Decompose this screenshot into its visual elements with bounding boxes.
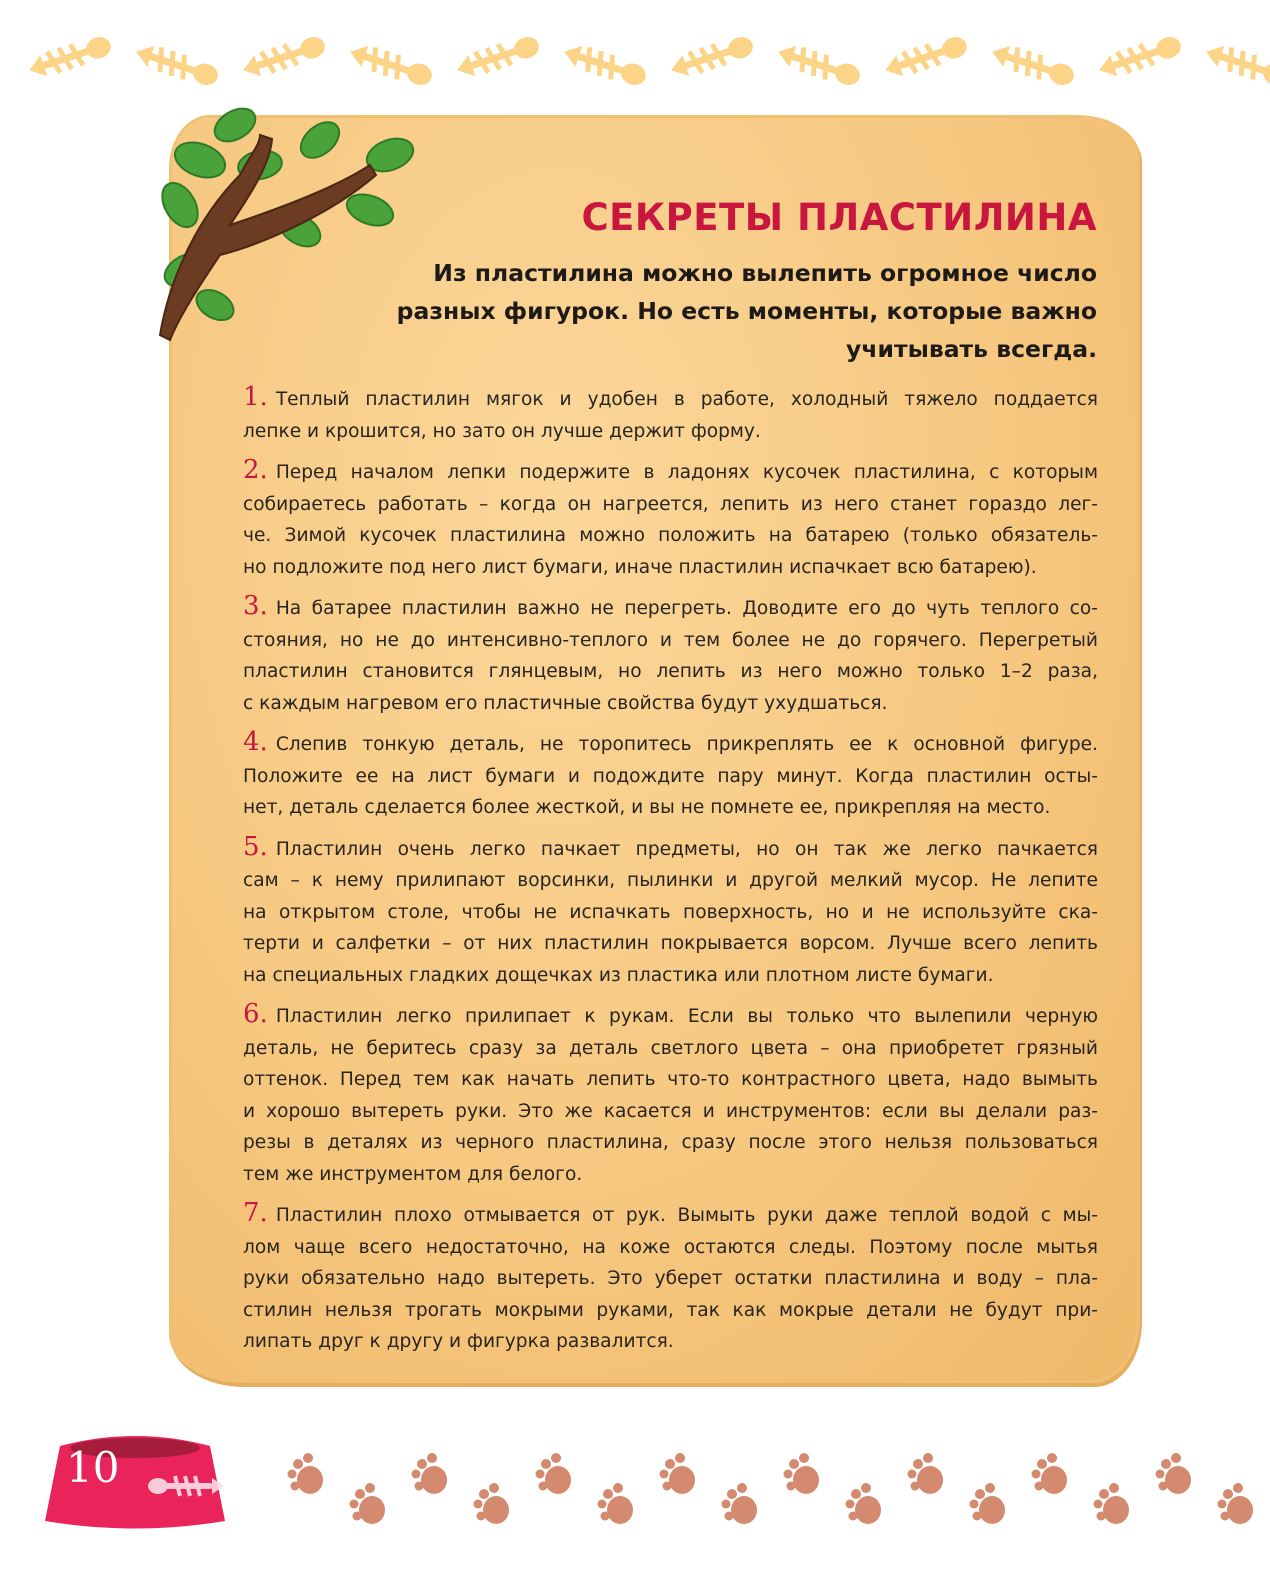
tip-item bbox=[243, 1001, 1098, 1190]
paw-print-icon bbox=[660, 1453, 696, 1494]
tip-item bbox=[243, 831, 1098, 992]
intro-text bbox=[337, 254, 1097, 368]
tip-text: деталь, не беритесь сразу за деталь светлого цвета – она приобретет грязный bbox=[243, 1037, 1098, 1059]
paw-print-icon bbox=[1094, 1483, 1130, 1524]
tip-text: с каждым нагревом его пластичные свойства будут ухудшаться. bbox=[243, 692, 888, 714]
paw-print-icon bbox=[970, 1483, 1006, 1524]
tip-text: че. Зимой кусочек пластилина можно положить на батарею (только обязатель- bbox=[243, 525, 1098, 546]
tip-item bbox=[243, 457, 1098, 583]
fish-bone-icon bbox=[240, 33, 327, 82]
fish-bone-icon bbox=[1203, 41, 1270, 90]
tip-text: руки обязательно надо вытереть. Это уберет остатки пластилина и воду – пла- bbox=[243, 1268, 1098, 1289]
fish-bone-icon bbox=[775, 41, 862, 90]
tip-line bbox=[243, 552, 1098, 584]
tip-text: Теплый пластилин мягок и удобен в работе, холодный тяжело поддается bbox=[275, 389, 1098, 410]
tip-line bbox=[243, 960, 1098, 992]
tip-item bbox=[243, 729, 1098, 824]
fish-bone-icon bbox=[989, 41, 1076, 90]
tip-line bbox=[243, 625, 1098, 657]
tip-text: пластилин становится глянцевым, но лепить из него можно только 1–2 раза, bbox=[243, 661, 1098, 682]
intro-line: разных фигурок. Но есть моменты, которые важно bbox=[396, 297, 1097, 325]
tip-text: на открытом столе, чтобы не испачкать поверхность, но и не используйте ска- bbox=[243, 901, 1098, 923]
tip-line bbox=[243, 1127, 1098, 1159]
tip-item bbox=[243, 384, 1098, 447]
tip-text: но подложите под него лист бумаги, иначе пластилин испачкает всю батарею). bbox=[243, 556, 1037, 578]
tip-text: лепке и крошится, но зато он лучше держит форму. bbox=[243, 420, 761, 442]
tip-text: стояния, но не до интенсивно-теплого и тем более не до горячего. Перегретый bbox=[243, 629, 1098, 651]
tip-item bbox=[243, 1200, 1098, 1358]
tip-line bbox=[243, 593, 1098, 625]
tip-number: 1. bbox=[243, 382, 268, 412]
tip-line bbox=[243, 520, 1098, 552]
tip-text: терти и салфетки – от них пластилин покрывается ворсом. Лучше всего лепить bbox=[243, 933, 1098, 954]
paw-print-icon bbox=[474, 1483, 510, 1524]
intro-line: Из пластилина можно вылепить огромное число bbox=[433, 259, 1097, 287]
tip-number: 6. bbox=[243, 999, 268, 1029]
tip-text: Положите ее на лист бумаги и подождите пару минут. Когда пластилин осты- bbox=[243, 765, 1098, 787]
intro-line: учитывать всегда. bbox=[846, 335, 1097, 363]
tip-text: Пластилин очень легко пачкает предметы, но он так же легко пачкается bbox=[275, 838, 1098, 860]
tip-number: 2. bbox=[243, 455, 268, 485]
tip-line bbox=[243, 384, 1098, 416]
tip-text: сам – к нему прилипают ворсинки, пылинки и другой мелкий мусор. Не лепите bbox=[243, 870, 1098, 891]
tip-line bbox=[243, 1096, 1098, 1128]
tip-text: резы в деталях из черного пластилина, сразу после этого нельзя пользоваться bbox=[243, 1132, 1098, 1153]
tip-line bbox=[243, 1001, 1098, 1033]
tip-line bbox=[243, 489, 1098, 521]
tip-number: 3. bbox=[243, 591, 268, 621]
fish-bone-icon bbox=[882, 33, 969, 82]
fish-bone-icon bbox=[1096, 33, 1183, 82]
tip-text: На батарее пластилин важно не перегреть. Доводите его до чуть теплого со- bbox=[275, 598, 1098, 619]
tip-line bbox=[243, 1295, 1098, 1327]
tip-number: 4. bbox=[243, 727, 268, 757]
tip-line bbox=[243, 457, 1098, 489]
paw-print-icon bbox=[536, 1453, 572, 1494]
paw-print-icon bbox=[1032, 1453, 1068, 1494]
tip-item bbox=[243, 593, 1098, 719]
tip-text: липать друг к другу и фигурка развалится. bbox=[243, 1331, 674, 1352]
tip-line bbox=[243, 1326, 1098, 1358]
tip-number: 7. bbox=[243, 1198, 268, 1228]
fish-bone-icon bbox=[133, 41, 220, 90]
tip-text: на специальных гладких дощечках из пластика или плотном листе бумаги. bbox=[243, 964, 994, 986]
tip-line bbox=[243, 761, 1098, 793]
tip-text: Слепив тонкую деталь, не торопитесь прикреплять ее к основной фигуре. bbox=[275, 734, 1098, 755]
tip-text: стилин нельзя трогать мокрыми руками, так как мокрые детали не будут при- bbox=[243, 1299, 1098, 1321]
fish-bone-icon bbox=[561, 41, 648, 90]
tip-line bbox=[243, 1033, 1098, 1065]
tip-line bbox=[243, 1232, 1098, 1264]
fish-bone-icon bbox=[668, 33, 755, 82]
tip-text: нет, деталь сделается более жесткой, и вы не помнете ее, прикрепляя на место. bbox=[243, 797, 1051, 818]
tip-line bbox=[243, 1200, 1098, 1232]
tip-line bbox=[243, 656, 1098, 688]
fish-bone-icon bbox=[347, 41, 434, 90]
paw-print-icon bbox=[908, 1453, 944, 1494]
tip-text: Пластилин легко прилипает к рукам. Если вы только что вылепили черную bbox=[275, 1006, 1098, 1027]
tip-line bbox=[243, 897, 1098, 929]
paw-print-icon bbox=[1156, 1453, 1192, 1494]
paw-print-icon bbox=[598, 1483, 634, 1524]
tip-line bbox=[243, 729, 1098, 761]
fish-bone-icon bbox=[454, 33, 541, 82]
paw-print-icon bbox=[1218, 1483, 1254, 1524]
tip-line bbox=[243, 1064, 1098, 1096]
tip-line bbox=[243, 1159, 1098, 1191]
tip-text: лом чаще всего недостаточно, на коже остаются следы. Поэтому после мытья bbox=[243, 1236, 1098, 1258]
tip-line bbox=[243, 688, 1098, 720]
tip-line bbox=[243, 792, 1098, 824]
paw-print-icon bbox=[846, 1483, 882, 1524]
tip-line bbox=[243, 865, 1098, 897]
tips-list bbox=[243, 384, 1098, 1368]
tip-line bbox=[243, 416, 1098, 448]
tip-text: тем же инструментом для белого. bbox=[243, 1163, 583, 1185]
paw-print-icon bbox=[350, 1483, 386, 1524]
page-title: СЕКРЕТЫ ПЛАСТИЛИНА bbox=[581, 196, 1097, 239]
fish-bone-icon bbox=[26, 33, 113, 82]
tip-line bbox=[243, 831, 1098, 866]
paw-print-icon bbox=[784, 1453, 820, 1494]
paw-print-icon bbox=[722, 1483, 758, 1524]
tip-number: 5. bbox=[243, 831, 268, 862]
tip-text: собираетесь работать – когда он нагреется, лепить из него станет гораздо лег- bbox=[243, 493, 1098, 515]
tip-text: Перед началом лепки подержите в ладонях кусочек пластилина, с которым bbox=[275, 462, 1098, 483]
tip-line bbox=[243, 928, 1098, 960]
tip-text: Пластилин плохо отмывается от рук. Вымыть руки даже теплой водой с мы- bbox=[275, 1205, 1098, 1226]
page-number: 10 bbox=[66, 1443, 120, 1492]
paw-print-icon bbox=[412, 1453, 448, 1494]
tip-text: и хорошо вытереть руки. Это же касается и инструментов: если вы делали раз- bbox=[243, 1100, 1098, 1122]
tip-text: оттенок. Перед тем как начать лепить что-то контрастного цвета, надо вымыть bbox=[243, 1069, 1098, 1090]
tip-line bbox=[243, 1263, 1098, 1295]
paw-print-icon bbox=[288, 1453, 324, 1494]
